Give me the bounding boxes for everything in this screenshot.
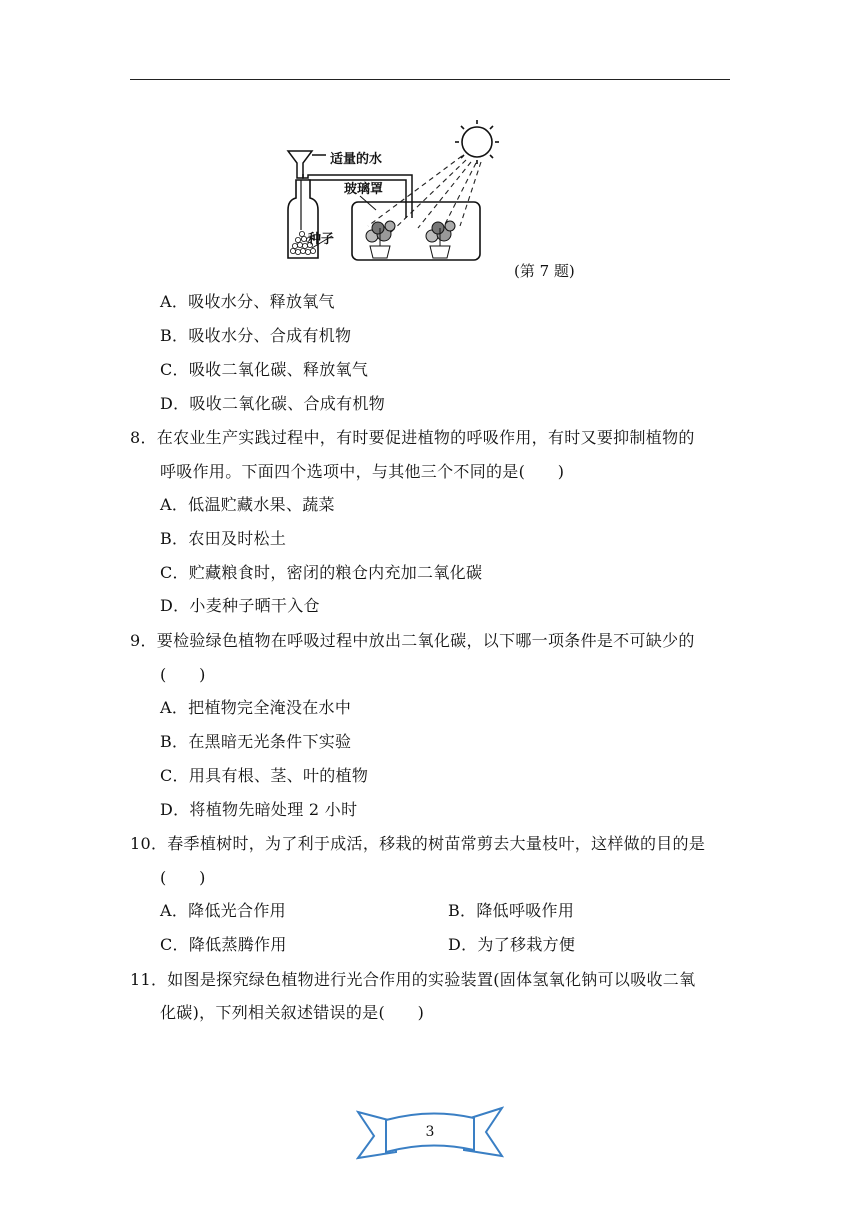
q9-stem-line1: 9．要检验绿色植物在呼吸过程中放出二氧化碳，以下哪一项条件是不可缺少的 (130, 631, 695, 650)
page-number: 3 (425, 1124, 435, 1140)
q10-stem-line1: 10．春季植树时，为了利于成活，移栽的树苗常剪去大量枝叶，这样做的目的是 (130, 834, 706, 853)
label-seeds: 种子 (308, 232, 335, 247)
q10-option-d: D．为了移栽方便 (448, 935, 576, 954)
q10-option-b: B．降低呼吸作用 (448, 901, 575, 920)
header-rule (130, 79, 730, 80)
label-glass-cover: 玻璃罩 (344, 182, 384, 197)
q8-option-b: B．农田及时松土 (160, 529, 287, 548)
apparatus-diagram (280, 118, 580, 283)
q9-option-c: C．用具有根、茎、叶的植物 (160, 766, 369, 785)
potted-plant-left (366, 221, 395, 258)
q7-option-b: B．吸收水分、合成有机物 (160, 326, 352, 345)
q9-stem-line2: ( ) (160, 665, 206, 684)
funnel (288, 151, 326, 178)
q11-stem-line1: 11．如图是探究绿色植物进行光合作用的实验装置(固体氢氧化钠可以吸收二氧 (130, 970, 696, 989)
experiment-figure (280, 118, 580, 283)
q9-option-d: D．将植物先暗处理 2 小时 (160, 800, 358, 819)
page-number-ribbon (356, 1106, 504, 1164)
q8-option-a: A．低温贮藏水果、蔬菜 (160, 495, 335, 514)
q10-option-a: A．降低光合作用 (160, 901, 286, 920)
q8-option-d: D．小麦种子晒干入仓 (160, 596, 320, 615)
q7-option-a: A．吸收水分、释放氧气 (160, 292, 335, 311)
q10-option-c: C．降低蒸腾作用 (160, 935, 287, 954)
light-rays (368, 156, 481, 234)
q8-option-c: C．贮藏粮食时，密闭的粮仓内充加二氧化碳 (160, 563, 483, 582)
q7-option-d: D．吸收二氧化碳、合成有机物 (160, 394, 386, 413)
sun-icon (455, 120, 499, 164)
q9-option-a: A．把植物完全淹没在水中 (160, 698, 352, 717)
label-water: 适量的水 (330, 152, 383, 167)
q9-option-b: B．在黑暗无光条件下实验 (160, 732, 352, 751)
q8-stem-line2: 呼吸作用。下面四个选项中，与其他三个不同的是( ) (160, 462, 565, 481)
q7-option-c: C．吸收二氧化碳、释放氧气 (160, 360, 369, 379)
potted-plant-right (426, 221, 455, 258)
q10-stem-line2: ( ) (160, 868, 206, 887)
q8-stem-line1: 8．在农业生产实践过程中，有时要促进植物的呼吸作用，有时又要抑制植物的 (130, 428, 695, 447)
figure-caption: (第 7 题) (514, 262, 575, 280)
q11-stem-line2: 化碳)，下列相关叙述错误的是( ) (160, 1003, 425, 1022)
